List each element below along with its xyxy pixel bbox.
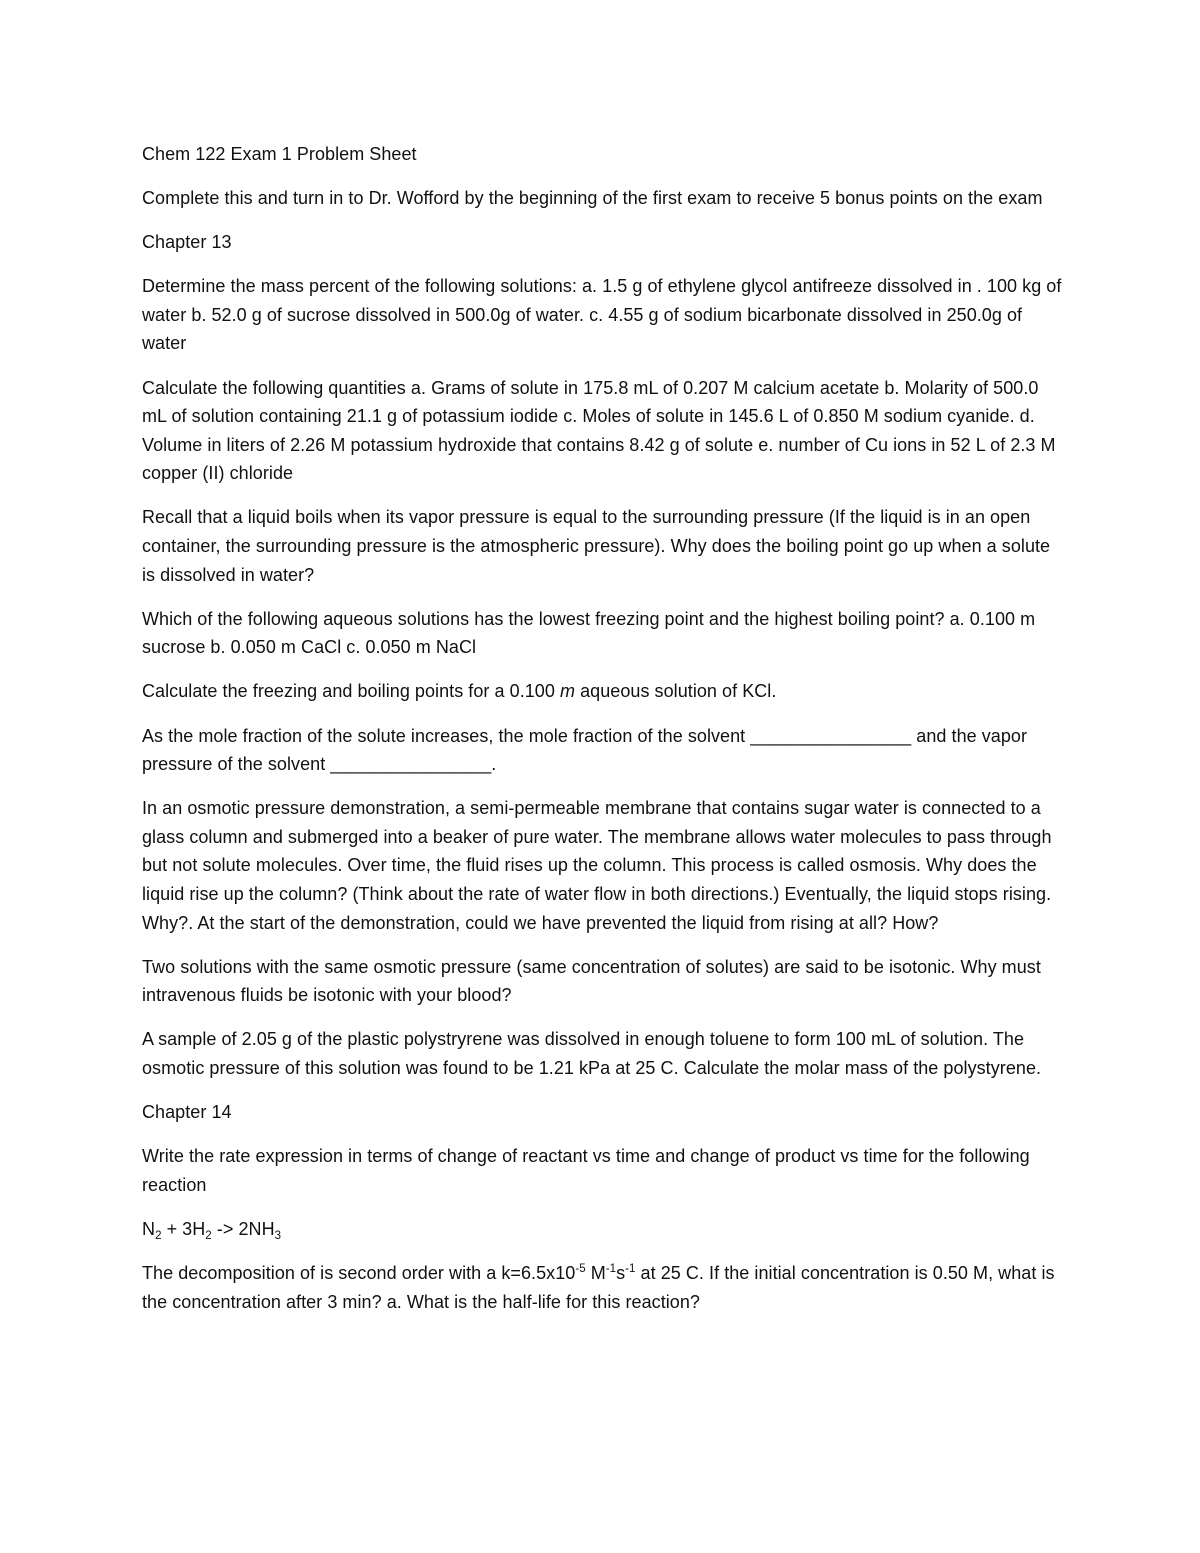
reaction-equation (142, 1215, 1062, 1244)
second-order-text-c: s (616, 1262, 626, 1283)
question-mole-fraction: As the mole fraction of the solute increases, the mole fraction of the solvent ________________ and the vapor pressure of the solvent ________________. (142, 725, 1028, 775)
eq-plus-h: + 3H (161, 1218, 206, 1239)
question-quantities: Calculate the following quantities a. Grams of solute in 175.8 mL of 0.207 M calcium acetate b. Molarity of 500.0 mL of solution containing 21.1 g of potassium iodide c. Moles of solute in 145.6 L of 0.850 M sodium cyanide. d. Volume in liters of 2.26 M potassium hydroxide that contains 8.42 g of solute e. number of Cu ions in 52 L of 2.3 M copper (II) chloride (142, 377, 1056, 484)
second-order-text-d: at 25 C. If the initial concentration is 0.50 M, what is the concentration after 3 min? a. What is the half-life for this reaction? (142, 1262, 1055, 1312)
second-order-text-a: The decomposition of is second order with a k=6.5x10 (142, 1262, 576, 1283)
question-kcl-post: aqueous solution of KCl. (575, 681, 777, 702)
question-mass-percent: Determine the mass percent of the following solutions: a. 1.5 g of ethylene glycol antifreeze dissolved in . 100 kg of water b. 52.0 g of sucrose dissolved in 500.0g of water. c. 4.55 g of sodium bicarbonate dissolved in 250.0g of water (142, 276, 1062, 354)
exponent-3: -1 (625, 1262, 636, 1275)
question-kcl (142, 677, 1062, 706)
eq-n: N (142, 1218, 156, 1239)
eq-nh-subscript: 3 (274, 1229, 282, 1242)
molality-symbol: m (559, 681, 576, 702)
question-osmosis: In an osmotic pressure demonstration, a semi-permeable membrane that contains sugar water is connected to a glass column and submerged into a beaker of pure water. The membrane allows water molecules to pass through but not solute molecules. Over time, the fluid rises up the column. This process is called osmosis. Why does the liquid rise up the column? (Think about the rate of water flow in both directions.) Eventually, the liquid stops rising. Why?. At the start of the demonstration, could we have prevented the liquid from rising at all? How? (142, 798, 1052, 933)
intro-paragraph: Complete this and turn in to Dr. Wofford by the beginning of the first exam to receive 5 bonus points on the exam (142, 188, 1043, 209)
eq-arrow-nh: -> 2NH (211, 1218, 275, 1239)
chapter-14-heading: Chapter 14 (142, 1102, 232, 1123)
document-body (142, 140, 1062, 1332)
question-polystyrene: A sample of 2.05 g of the plastic polystryrene was dissolved in enough toluene to form 100 mL of solution. The osmotic pressure of this solution was found to be 1.21 kPa at 25 C. Calculate the molar mass of the polystyrene. (142, 1029, 1042, 1078)
question-boiling-point: Recall that a liquid boils when its vapor pressure is equal to the surrounding pressure (If the liquid is in an open container, the surrounding pressure is the atmospheric pressure). Why does the boiling point go up when a solute is dissolved in water? (142, 507, 1051, 585)
second-order-text-b: M (585, 1262, 606, 1283)
question-isotonic: Two solutions with the same osmotic pressure (same concentration of solutes) are said to be isotonic. Why must intravenous fluids be isotonic with your blood? (142, 956, 1041, 1006)
eq-n-subscript: 2 (155, 1229, 162, 1242)
exponent-2: -1 (605, 1262, 617, 1275)
question-second-order (142, 1259, 1062, 1316)
exponent-1: -5 (575, 1262, 586, 1275)
question-freezing-point: Which of the following aqueous solutions has the lowest freezing point and the highest boiling point? a. 0.100 m sucrose b. 0.050 m CaCl c. 0.050 m NaCl (142, 608, 1036, 658)
question-kcl-pre: Calculate the freezing and boiling points for a 0.100 (142, 681, 560, 702)
chapter-13-heading: Chapter 13 (142, 232, 232, 253)
question-rate-expression: Write the rate expression in terms of change of reactant vs time and change of product vs time for the following reaction (142, 1146, 1030, 1195)
document-title: Chem 122 Exam 1 Problem Sheet (142, 144, 417, 164)
eq-h-subscript: 2 (205, 1229, 212, 1242)
